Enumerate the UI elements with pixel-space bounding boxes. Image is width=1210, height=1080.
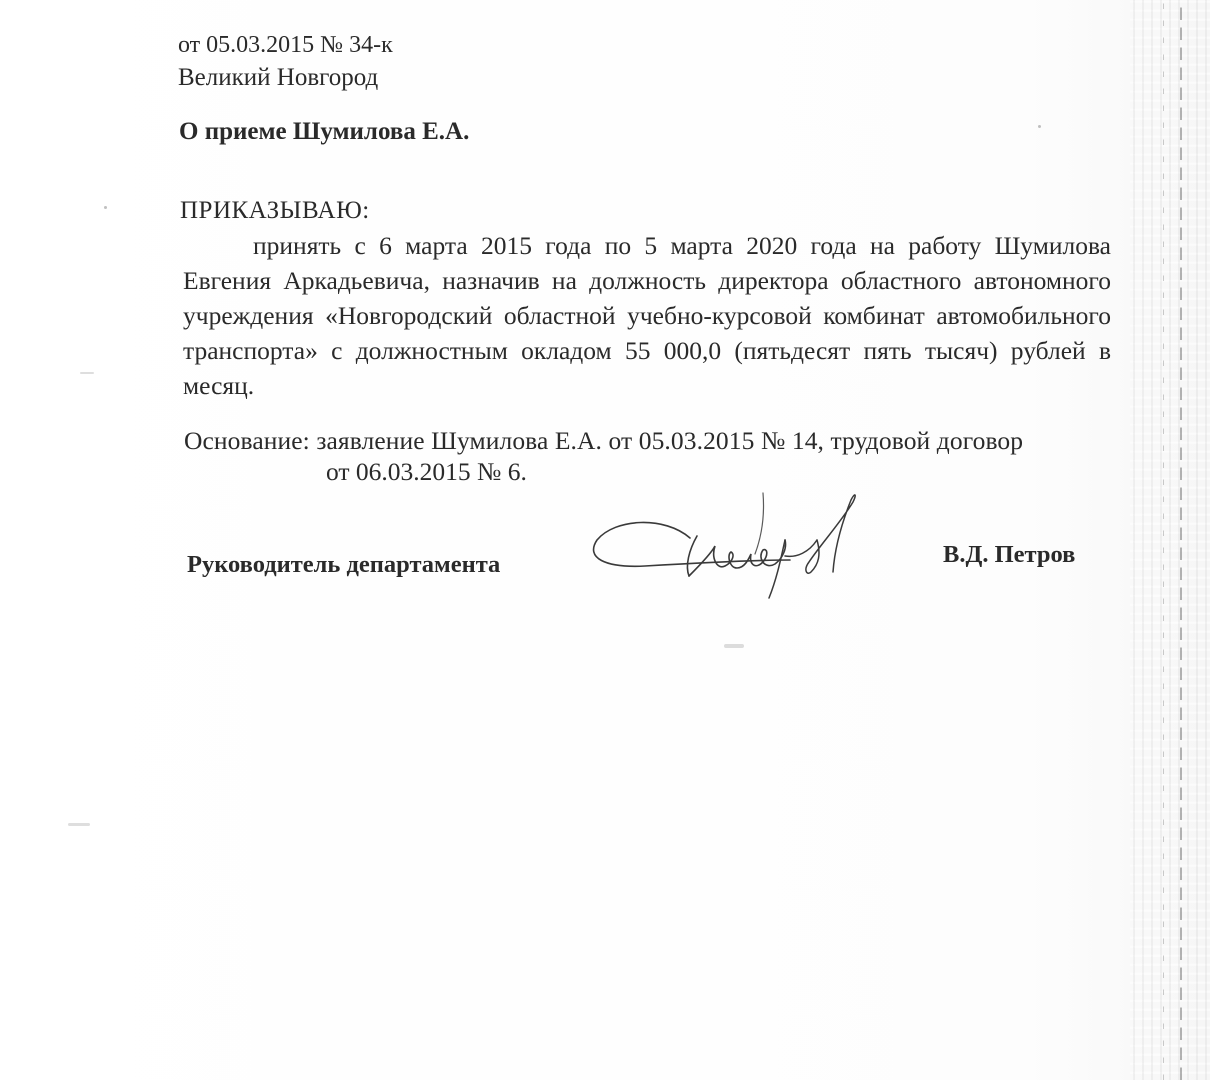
order-paragraph [183, 228, 1111, 403]
scan-speck [724, 644, 744, 648]
basis-line-1: Основание: заявление Шумилова Е.А. от 05.03.2015 № 14, трудовой договор [184, 426, 1024, 455]
document-title: О приеме Шумилова Е.А. [179, 118, 470, 145]
order-number-date: от 05.03.2015 № 34-к [178, 32, 393, 58]
scan-speck [80, 372, 94, 374]
scan-edge-noise [1130, 0, 1210, 1080]
order-paragraph-text: принять с 6 марта 2015 года по 5 марта 2020 года на работу Шумилова Евгения Аркадьевича, назначив на должность директора областного автономного учреждения «Новгородский областной учебно-курсовой комбинат автомобильного транспорта» с должностным окладом 55 000,0 (пятьдесят пять тысяч) рублей в месяц. [183, 231, 1111, 400]
basis-line-2: от 06.03.2015 № 6. [326, 457, 527, 486]
scan-speck [68, 823, 90, 826]
scan-speck [1038, 125, 1041, 128]
city-name: Великий Новгород [178, 64, 379, 91]
handwritten-signature [585, 488, 875, 608]
signatory-position: Руководитель департамента [187, 551, 501, 578]
signatory-name: В.Д. Петров [943, 541, 1076, 568]
scan-edge-line-2 [1163, 0, 1164, 1080]
scan-speck [104, 206, 107, 209]
order-command: ПРИКАЗЫВАЮ: [180, 197, 370, 224]
scan-edge-line [1180, 0, 1182, 1080]
